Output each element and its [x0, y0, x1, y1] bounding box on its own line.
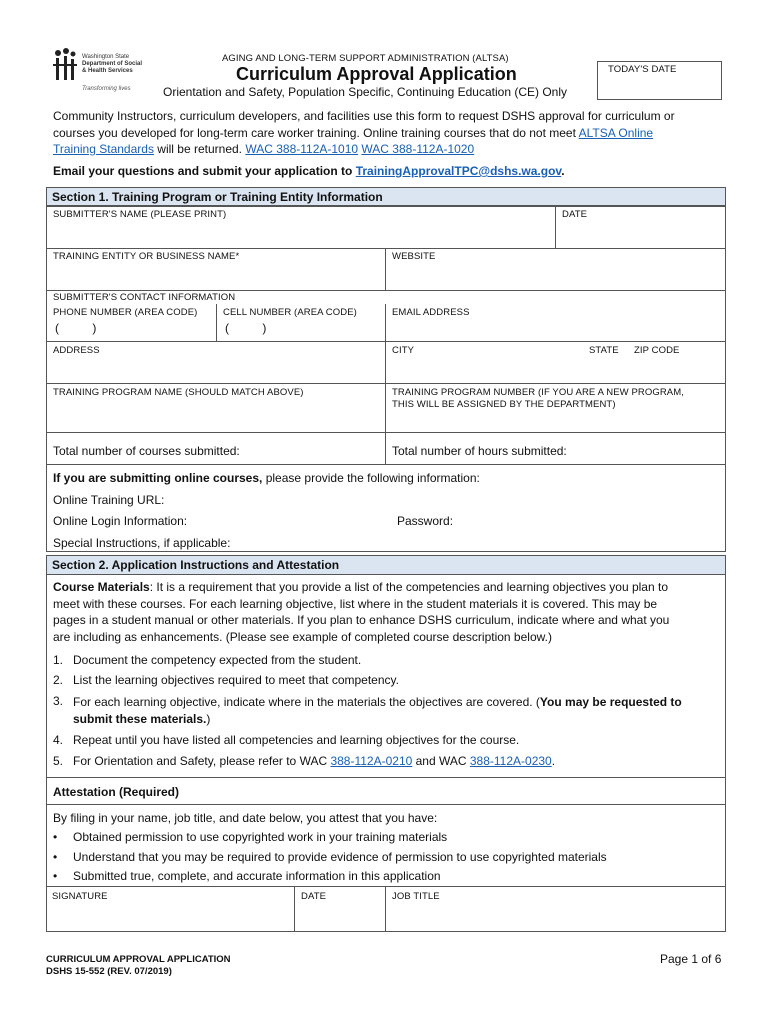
course-materials-paragraph — [53, 579, 721, 645]
step-1-text: Document the competency expected from the student. — [73, 653, 362, 667]
address-label: ADDRESS — [53, 345, 100, 356]
special-instructions-label[interactable]: Special Instructions, if applicable: — [53, 536, 231, 550]
phone-field[interactable] — [46, 304, 217, 342]
email-instruction — [53, 164, 565, 178]
wac-1010-link[interactable]: WAC 388-112A-1010 — [245, 142, 359, 156]
program-name-field[interactable] — [46, 383, 386, 433]
phone-label: PHONE NUMBER (AREA CODE) — [53, 307, 198, 318]
materials-line-3: pages in a student manual or other materials. If you plan to enhance DSHS curriculum, indicate where and what you — [53, 613, 670, 627]
job-title-label: JOB TITLE — [392, 891, 440, 902]
step-4-num: 4. — [53, 733, 64, 747]
intro-line-1: Community Instructors, curriculum developers, and facilities use this form to request DSHS approval for curriculum or — [53, 109, 675, 123]
step-5-text: For Orientation and Safety, please refer to WAC — [73, 754, 331, 768]
online-url-label[interactable]: Online Training URL: — [53, 493, 165, 507]
bullet-1-text: Obtained permission to use copyrighted work in your training materials — [73, 830, 448, 844]
step-5-tail: . — [551, 754, 556, 768]
step-3-tail: ) — [206, 711, 211, 726]
step-2-num: 2. — [53, 673, 64, 687]
total-courses-label: Total number of courses submitted: — [53, 444, 240, 458]
section1-date-label: DATE — [562, 209, 588, 220]
program-number-label-1: TRAINING PROGRAM NUMBER (IF YOU ARE A NEW PROGRAM, — [392, 387, 684, 398]
training-approval-email-link[interactable]: TrainingApprovalTPC@dshs.wa.gov — [355, 164, 562, 178]
todays-date-label: TODAY'S DATE — [608, 64, 677, 75]
step-4-text: Repeat until you have listed all competencies and learning objectives for the course. — [73, 733, 520, 747]
intro-paragraph — [53, 108, 733, 158]
attest-date-field[interactable] — [294, 886, 386, 932]
state-label: STATE — [589, 345, 619, 356]
logo-line-1: Washington State — [82, 54, 130, 60]
website-label: WEBSITE — [392, 251, 436, 262]
total-courses-field[interactable] — [46, 432, 386, 465]
zip-label: ZIP CODE — [634, 345, 680, 356]
online-courses-rest: please provide the following information: — [262, 471, 480, 485]
dshs-logo — [52, 48, 142, 96]
logo-tagline: Transforming lives — [82, 86, 131, 92]
wac-0210-link[interactable]: 388-112A-0210 — [330, 754, 413, 768]
step-5-num: 5. — [53, 754, 64, 768]
total-hours-field[interactable] — [385, 432, 726, 465]
step-3-text: For each learning objective, indicate where in the materials the objectives are covered. ( — [73, 695, 540, 709]
attestation-bullet — [53, 830, 448, 844]
wac-0230-link[interactable]: 388-112A-0230 — [469, 754, 552, 768]
attestation-bullet — [53, 869, 441, 883]
step-2-text: List the learning objectives required to meet that competency. — [73, 673, 399, 687]
program-name-label: TRAINING PROGRAM NAME (SHOULD MATCH ABOVE) — [53, 387, 304, 398]
step-1-num: 1. — [53, 653, 64, 667]
email-field[interactable] — [385, 304, 726, 342]
altsa-standards-link[interactable]: ALTSA Online — [578, 125, 654, 140]
logo-line-3: & Health Services — [82, 68, 133, 74]
step-5-mid: and WAC — [412, 754, 470, 768]
step-4 — [53, 733, 520, 747]
step-3-bold-1: You may be requested to — [539, 695, 682, 709]
password-label[interactable]: Password: — [397, 514, 454, 528]
footer-form-name: CURRICULUM APPROVAL APPLICATION — [46, 954, 231, 965]
agency-name: AGING AND LONG-TERM SUPPORT ADMINISTRATION (ALTSA) — [222, 53, 509, 64]
program-number-label-2: THIS WILL BE ASSIGNED BY THE DEPARTMENT) — [392, 399, 616, 410]
entity-name-field[interactable] — [46, 248, 386, 291]
submitter-name-label: SUBMITTER'S NAME (PLEASE PRINT) — [53, 209, 227, 220]
instructions-box — [46, 574, 726, 778]
job-title-field[interactable] — [385, 886, 726, 932]
website-field[interactable] — [385, 248, 726, 291]
city-state-zip-field[interactable] — [385, 341, 726, 384]
online-courses-bold: If you are submitting online courses, — [53, 471, 263, 485]
footer-form-number: DSHS 15-552 (REV. 07/2019) — [46, 966, 172, 977]
step-3-bold-2: submit these materials. — [73, 711, 207, 726]
intro-returned-text: will be returned. — [153, 142, 246, 156]
cell-field[interactable] — [216, 304, 386, 342]
cell-area-code: ( ) — [225, 321, 267, 335]
email-prefix: Email your questions and submit your application to — [53, 164, 356, 178]
total-hours-label: Total number of hours submitted: — [392, 444, 567, 458]
attest-date-label: DATE — [301, 891, 327, 902]
materials-line-2: meet with these courses. For each learning objective, list where in the student materials it is covered. This may be — [53, 596, 658, 611]
wac-1020-link[interactable]: WAC 388-112A-1020 — [361, 142, 475, 156]
signature-label: SIGNATURE — [52, 891, 108, 902]
dshs-logo-icon — [52, 48, 78, 82]
signature-field[interactable] — [46, 886, 295, 932]
intro-line-2: courses you developed for long-term care worker training. Online training courses that do not meet — [53, 125, 579, 140]
page-title: Curriculum Approval Application — [236, 64, 517, 84]
online-courses-box — [46, 464, 726, 552]
page-subtitle: Orientation and Safety, Population Specific, Continuing Education (CE) Only — [163, 85, 568, 99]
attestation-intro: By filing in your name, job title, and date below, you attest that you have: — [53, 811, 438, 825]
bullet-3-text: Submitted true, complete, and accurate information in this application — [73, 869, 441, 883]
phone-area-code: ( ) — [55, 321, 97, 335]
email-suffix: . — [561, 164, 565, 178]
contact-info-label: SUBMITTER'S CONTACT INFORMATION — [53, 292, 236, 303]
materials-line-1: : It is a requirement that you provide a list of the competencies and learning objectives you plan to — [149, 580, 668, 594]
bullet-icon: • — [53, 869, 58, 883]
bullet-icon: • — [53, 830, 58, 844]
section-2-heading: Section 2. Application Instructions and Attestation — [46, 555, 726, 575]
online-courses-intro — [53, 471, 480, 485]
section1-date-field[interactable] — [555, 206, 726, 249]
todays-date-field[interactable] — [597, 61, 722, 100]
email-label: EMAIL ADDRESS — [392, 307, 470, 318]
materials-line-4: are including as enhancements. (Please see example of completed course description below.) — [53, 629, 552, 644]
step-3 — [53, 694, 713, 726]
online-login-label[interactable]: Online Login Information: — [53, 514, 188, 528]
bullet-2-text: Understand that you may be required to provide evidence of permission to use copyrighted materials — [73, 850, 607, 864]
altsa-standards-link-2[interactable]: Training Standards — [53, 142, 154, 156]
course-materials-bold: Course Materials — [53, 580, 150, 594]
address-field[interactable] — [46, 341, 386, 384]
attestation-heading: Attestation (Required) — [53, 785, 179, 799]
cell-label: CELL NUMBER (AREA CODE) — [223, 307, 357, 318]
city-label: CITY — [392, 345, 415, 356]
bullet-icon: • — [53, 850, 58, 864]
entity-name-label: TRAINING ENTITY OR BUSINESS NAME* — [53, 251, 240, 262]
step-2 — [53, 673, 399, 687]
program-number-field[interactable] — [385, 383, 726, 433]
section-1-heading: Section 1. Training Program or Training Entity Information — [46, 187, 726, 206]
step-5 — [53, 754, 556, 768]
logo-line-2: Department of Social — [82, 61, 143, 67]
submitter-name-field[interactable] — [46, 206, 556, 249]
step-3-num: 3. — [53, 694, 64, 708]
attestation-bullet — [53, 850, 607, 864]
step-1 — [53, 653, 362, 667]
attestation-heading-box — [46, 777, 726, 805]
page-number: Page 1 of 6 — [660, 952, 722, 966]
